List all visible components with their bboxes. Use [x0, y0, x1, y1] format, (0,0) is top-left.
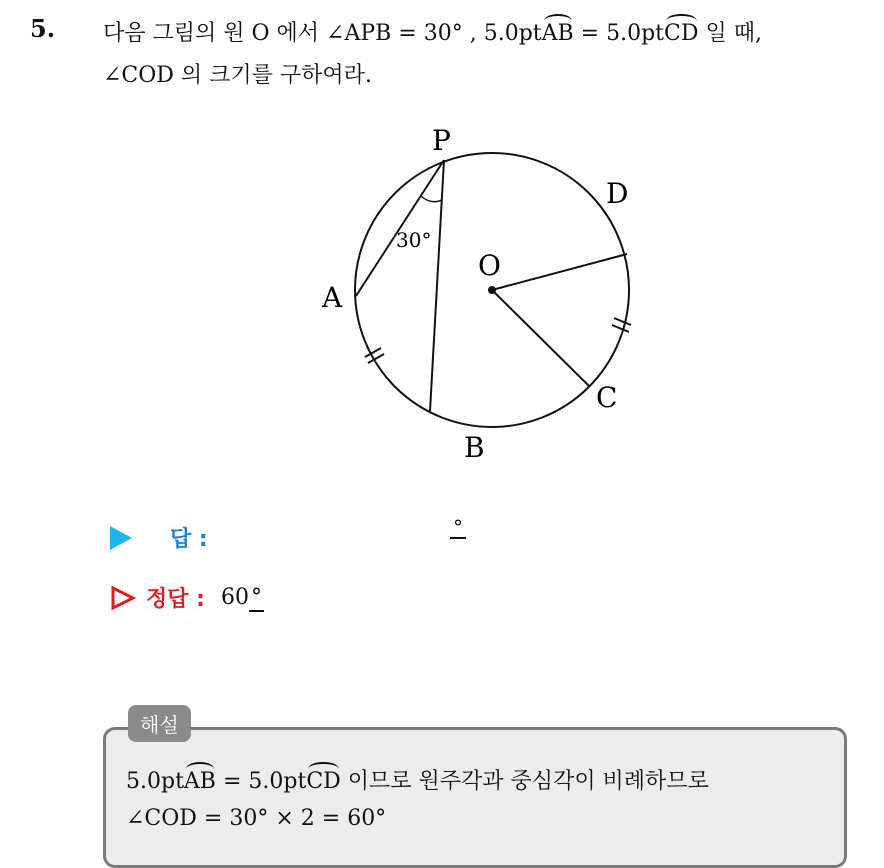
label-d: D: [606, 177, 629, 210]
correct-answer-label: 정답 :: [146, 587, 205, 612]
tick-cd-1: [614, 318, 631, 325]
label-c: C: [596, 381, 618, 414]
explanation-arc-ab: AB: [183, 769, 216, 794]
correct-marker-icon: [110, 585, 136, 611]
explanation-arc-cd: CD: [306, 769, 341, 794]
label-o: O: [478, 249, 501, 282]
explanation-tag: 해설: [128, 705, 191, 742]
circle-figure: [300, 110, 660, 470]
label-p: P: [432, 124, 451, 157]
correct-answer-row: [110, 582, 264, 613]
correct-value-number: 60: [220, 585, 249, 610]
correct-answer-value: [221, 585, 264, 610]
question-line1-mid: = 5.0pt: [573, 21, 665, 46]
radius-oc: [492, 290, 589, 386]
answer-marker-icon: [110, 526, 132, 550]
explanation-box: [103, 727, 847, 868]
label-b: B: [464, 431, 485, 464]
answer-label: 답 :: [170, 527, 208, 552]
arc-cd: CD: [664, 21, 699, 46]
question-line-2: ∠COD 의 크기를 구하여라.: [103, 63, 372, 88]
tick-ab-1: [365, 348, 381, 357]
label-angle-30: 30°: [396, 228, 432, 252]
explanation-line1-prefix: 5.0pt: [126, 769, 184, 794]
tick-cd-2: [612, 325, 629, 332]
answer-row: [110, 522, 208, 553]
center-point: [488, 286, 496, 294]
explanation-line1-suffix: 이므로 원주각과 중심각이 비례하므로: [340, 769, 709, 794]
radius-od: [492, 254, 627, 290]
arc-ab: AB: [541, 21, 574, 46]
explanation-line-2: ∠COD = 30° × 2 = 60°: [126, 806, 387, 831]
explanation-line1-mid: = 5.0pt: [215, 769, 307, 794]
question-line1-suffix: 일 때,: [698, 21, 762, 46]
label-a: A: [322, 281, 343, 314]
angle-arc: [421, 196, 442, 202]
correct-value-unit: °: [250, 585, 262, 610]
chord-pb: [430, 160, 444, 411]
question-number: 5.: [30, 14, 56, 43]
answer-blank[interactable]: °: [450, 517, 466, 539]
explanation-line-1: [126, 764, 709, 795]
question-line-1: [103, 16, 762, 47]
question-line1-prefix: 다음 그림의 원 O 에서 ∠APB = 30° , 5.0pt: [103, 21, 542, 46]
